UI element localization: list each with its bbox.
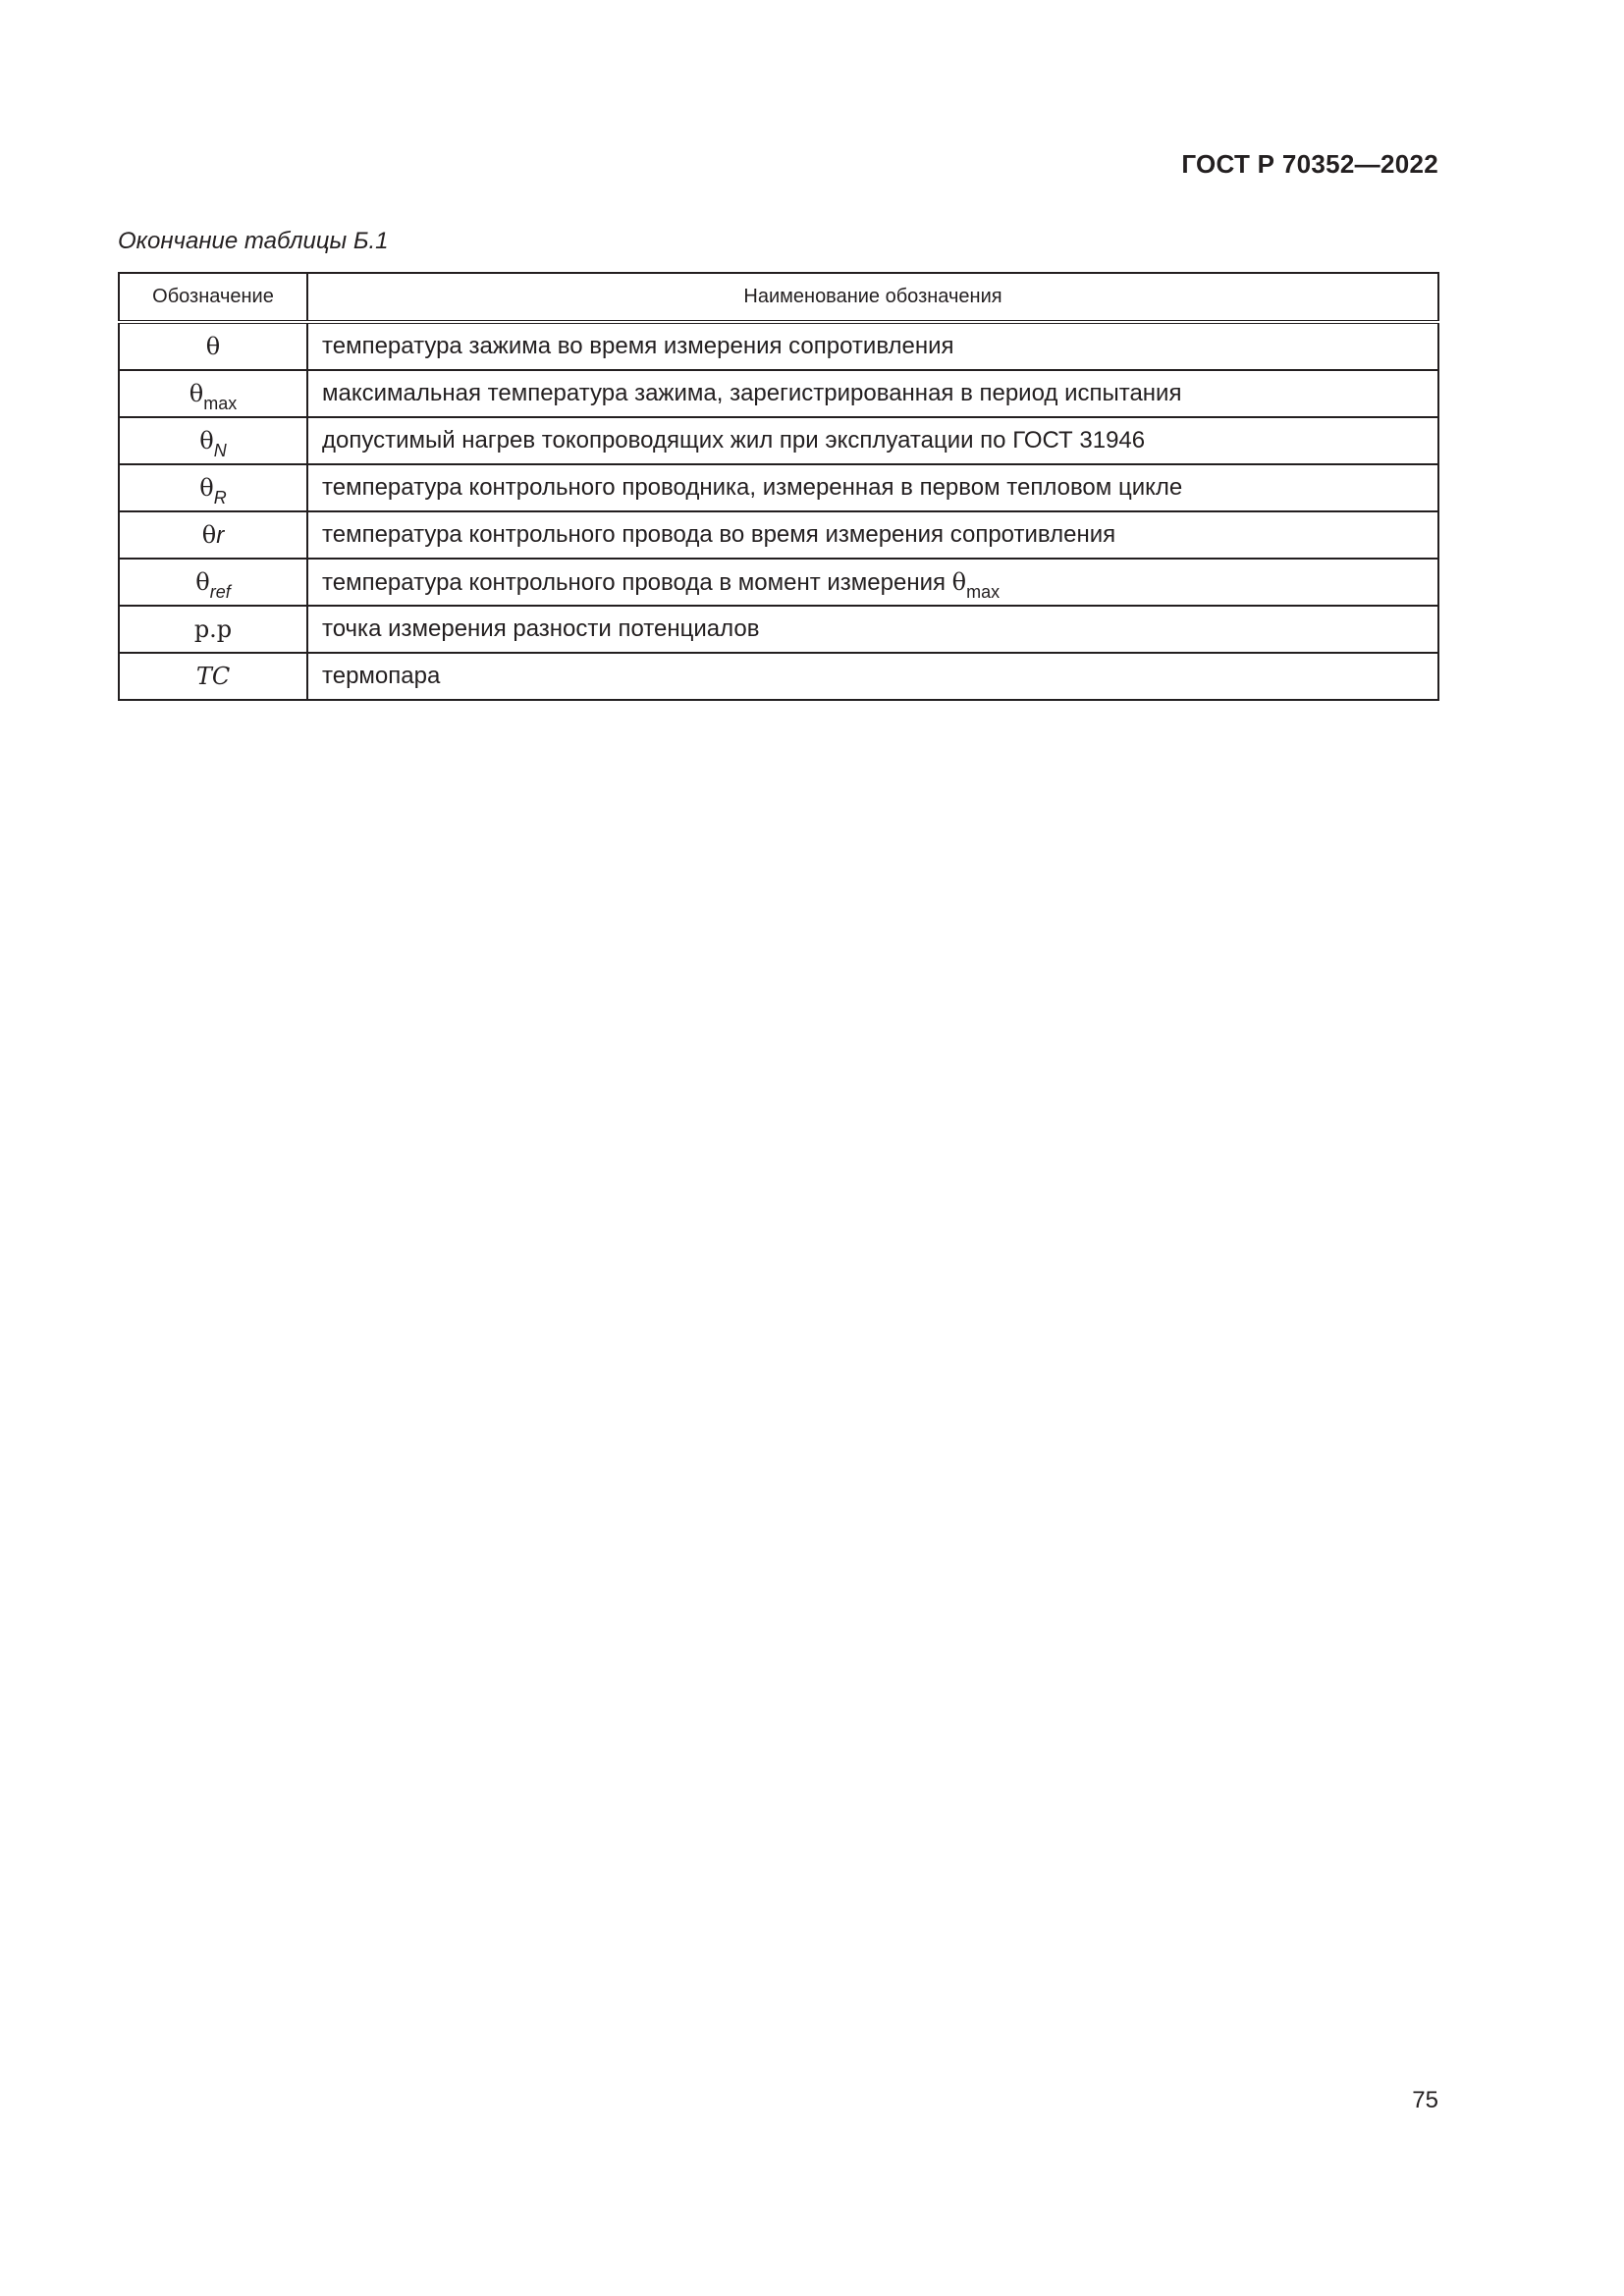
page-number: 75: [1412, 2087, 1438, 2113]
description-cell: температура контрольного проводника, измеренная в первом тепловом цикле: [307, 464, 1438, 511]
table-row: [119, 653, 1438, 700]
table-row: [119, 606, 1438, 653]
symbol-base: θ: [195, 568, 210, 596]
symbol-subscript: ref: [209, 582, 231, 602]
symbol-subscript: N: [213, 441, 227, 460]
symbol-base: θ: [199, 474, 214, 502]
table-row: [119, 464, 1438, 511]
description-cell: допустимый нагрев токопроводящих жил при эксплуатации по ГОСТ 31946: [307, 417, 1438, 464]
symbol-base: θ: [189, 380, 204, 407]
symbol-base: θ: [205, 333, 221, 360]
column-header-symbol: Обозначение: [119, 273, 307, 322]
symbol-subscript: max: [203, 394, 238, 413]
symbol-cell: [119, 417, 307, 464]
description-cell: температура зажима во время измерения сопротивления: [307, 322, 1438, 370]
symbol-base: θ: [199, 427, 214, 454]
symbol-cell: TC: [119, 653, 307, 700]
symbol-cell: p.p: [119, 606, 307, 653]
table-row: [119, 370, 1438, 417]
column-header-description: Наименование обозначения: [307, 273, 1438, 322]
symbol-cell: [119, 559, 307, 606]
symbol-subscript: R: [213, 488, 227, 507]
table-row: [119, 417, 1438, 464]
description-cell: точка измерения разности потенциалов: [307, 606, 1438, 653]
symbol-cell: [119, 322, 307, 370]
description-cell: [307, 559, 1438, 606]
symbol-cell: [119, 464, 307, 511]
description-cell: температура контрольного провода во время измерения сопротивления: [307, 511, 1438, 559]
symbol-base: θ: [201, 520, 217, 549]
symbol-suffix: r: [216, 521, 225, 549]
description-subscript: max: [966, 581, 1001, 602]
description-cell: максимальная температура зажима, зарегистрированная в период испытания: [307, 370, 1438, 417]
table-caption: Окончание таблицы Б.1: [118, 228, 389, 254]
standard-code: ГОСТ Р 70352—2022: [1181, 149, 1438, 179]
table-row: [119, 559, 1438, 606]
table-row: [119, 511, 1438, 559]
description-symbol: θ: [951, 567, 967, 596]
symbol-cell: [119, 370, 307, 417]
table-row: [119, 322, 1438, 370]
description-cell: термопара: [307, 653, 1438, 700]
symbols-table: [118, 272, 1439, 701]
symbol-cell: [119, 511, 307, 559]
table-header-row: [119, 273, 1438, 322]
description-text: температура контрольного провода в момент измерения: [322, 568, 952, 596]
